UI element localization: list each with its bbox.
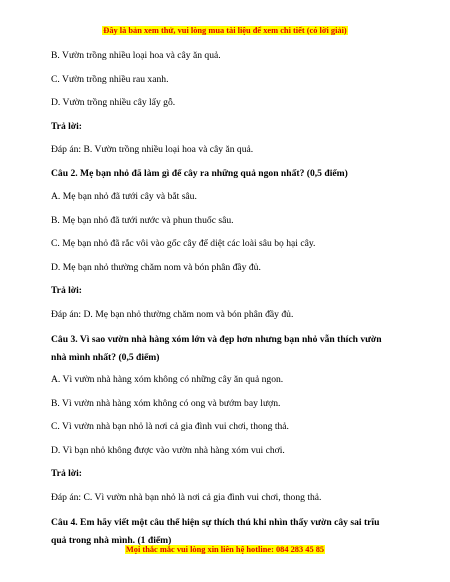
- q3-answer-label: Trả lời:: [51, 468, 82, 479]
- q2-question: Câu 2. Mẹ bạn nhỏ đã làm gì để cây ra những quả ngon nhất? (0,5 điểm): [51, 167, 348, 179]
- q3-option-b: B. Vì vườn nhà hàng xóm không có ong và bướm bay lượn.: [51, 397, 281, 409]
- q1-option-c: C. Vườn trồng nhiều rau xanh.: [51, 73, 169, 85]
- q1-option-d: D. Vườn trồng nhiều cây lấy gỗ.: [51, 97, 176, 108]
- preview-notice-banner: [0, 25, 450, 37]
- q3-option-c: C. Vì vườn nhà bạn nhỏ là nơi cả gia đình vui chơi, thong thả.: [51, 421, 289, 432]
- q1-answer: Đáp án: B. Vườn trồng nhiều loại hoa và cây ăn quả.: [51, 144, 254, 155]
- hotline-notice-text: Mọi thắc mắc vui lòng xin liên hệ hotline: 084 283 45 85: [125, 545, 325, 554]
- document-body: [51, 49, 396, 556]
- q2-answer-label: Trả lời:: [51, 285, 82, 296]
- q2-option-d: D. Mẹ bạn nhỏ thường chăm nom và bón phân đầy đủ.: [51, 261, 261, 273]
- q3-option-a: A. Vì vườn nhà hàng xóm không có những cây ăn quả ngon.: [51, 374, 284, 385]
- q2-answer: Đáp án: D. Mẹ bạn nhỏ thường chăm nom và bón phân đầy đủ.: [51, 308, 294, 320]
- q3-option-d: D. Vì bạn nhỏ không được vào vườn nhà hàng xóm vui chơi.: [51, 444, 285, 456]
- q2-option-c: C. Mẹ bạn nhỏ đã rắc vôi vào gốc cây để diệt các loài sâu bọ hại cây.: [51, 238, 316, 249]
- q2-option-b: B. Mẹ bạn nhỏ đã tưới nước và phun thuốc sâu.: [51, 214, 234, 226]
- q1-answer-label: Trả lời:: [51, 120, 82, 132]
- hotline-notice-banner: [0, 544, 450, 556]
- q4-question: Câu 4. Em hãy viết một câu thể hiện sự thích thú khi nhìn thấy vườn cây sai trĩu quả trong nhà mình. (1 điểm): [51, 517, 380, 546]
- q3-question: Câu 3. Vì sao vườn nhà hàng xóm lớn và đẹp hơn nhưng bạn nhỏ vẫn thích vườn nhà mình nhất? (0,5 điểm): [51, 334, 382, 363]
- preview-notice-text: Đây là bản xem thử, vui lòng mua tài liệu để xem chi tiết (có lời giải): [103, 26, 347, 35]
- q2-option-a: A. Mẹ bạn nhỏ đã tưới cây và bắt sâu.: [51, 191, 197, 202]
- q3-answer: Đáp án: C. Vì vườn nhà bạn nhỏ là nơi cả gia đình vui chơi, thong thả.: [51, 491, 322, 503]
- q1-option-b: B. Vườn trồng nhiều loại hoa và cây ăn quả.: [51, 50, 221, 61]
